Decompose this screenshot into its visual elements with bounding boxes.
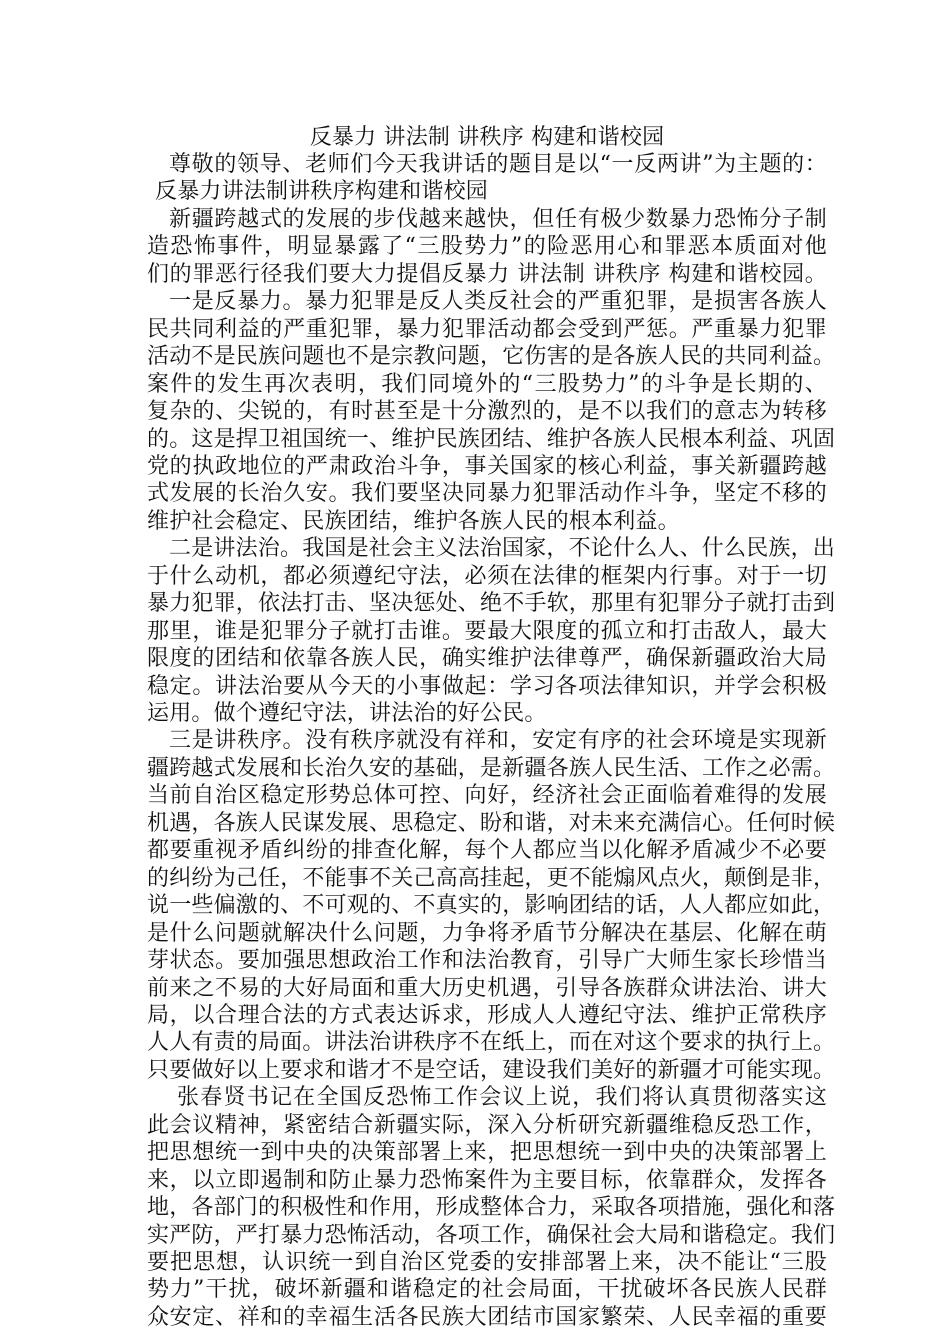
text-line: 造恐怖事件，明显暴露了“三股势力”的险恶用心和罪恶本质面对他	[147, 234, 827, 259]
text-line: 尊敬的领导、老师们今天我讲话的题目是以“一反两讲”为主题的：	[169, 152, 827, 177]
text-line: 一是反暴力。暴力犯罪是反人类反社会的严重犯罪，是损害各族人	[169, 289, 827, 314]
text-line: 民共同利益的严重犯罪，暴力犯罪活动都会受到严惩。严重暴力犯罪	[147, 317, 827, 342]
text-line: 案件的发生再次表明，我们同境外的“三股势力”的斗争是长期的、	[147, 372, 827, 397]
text-line: 限度的团结和依靠各族人民，确实维护法律尊严，确保新疆政治大局	[147, 646, 827, 671]
text-line: 前来之不易的大好局面和重大历史机遇，引导各族群众讲法治、讲大	[147, 976, 827, 1001]
text-line: 的。这是捍卫祖国统一、维护民族团结、维护各族人民根本利益、巩固	[147, 427, 836, 452]
text-line: 新疆跨越式的发展的步伐越来越快，但任有极少数暴力恐怖分子制	[169, 207, 827, 232]
text-line: 把思想统一到中央的决策部署上来，把思想统一到中央的决策部署上	[147, 1140, 827, 1165]
text-line: 芽状态。要加强思想政治工作和法治教育，引导广大师生家长珍惜当	[147, 948, 827, 973]
text-line: 运用。做个遵纪守法，讲法治的好公民。	[147, 701, 547, 726]
text-line: 三是讲秩序。没有秩序就没有祥和，安定有序的社会环境是实现新	[169, 728, 827, 753]
text-line: 那里，谁是犯罪分子就打击谁。要最大限度的孤立和打击敌人，最大	[147, 619, 827, 644]
text-line: 当前自治区稳定形势总体可控、向好，经济社会正面临着难得的发展	[147, 783, 827, 808]
text-line: 张春贤书记在全国反恐怖工作会议上说，我们将认真贯彻落实这	[177, 1085, 827, 1110]
text-line: 要把思想，认识统一到自治区党委的安排部署上来，决不能让“三股	[147, 1250, 827, 1275]
text-line: 势力”干扰，破坏新疆和谐稳定的社会局面，干扰破坏各民族人民群	[147, 1277, 827, 1302]
text-line: 反暴力讲法制讲秩序构建和谐校园	[155, 179, 489, 204]
text-line: 党的执政地位的严肃政治斗争，事关国家的核心利益，事关新疆跨越	[147, 454, 827, 479]
text-line: 众安定、祥和的幸福生活各民族大团结市国家繁荣、人民幸福的重要	[147, 1305, 827, 1330]
text-line: 此会议精神，紧密结合新疆实际，深入分析研究新疆维稳反恐工作，	[147, 1113, 827, 1138]
text-line: 们的罪恶行径我们要大力提倡反暴力 讲法制 讲秩序 构建和谐校园。	[147, 262, 827, 287]
text-line: 人人有责的局面。讲法治讲秩序不在纸上，而在对这个要求的执行上。	[147, 1030, 836, 1055]
text-line: 于什么动机，都必须遵纪守法，必须在法律的框架内行事。对于一切	[147, 564, 827, 589]
text-line: 二是讲法治。我国是社会主义法治国家，不论什么人、什么民族，出	[169, 536, 836, 561]
text-line: 维护社会稳定、民族团结，维护各族人民的根本利益。	[147, 509, 680, 534]
text-line: 稳定。讲法治要从今天的小事做起：学习各项法律知识，并学会积极	[147, 674, 827, 699]
text-line: 的纠纷为己任，不能事不关己高高挂起，更不能煽风点火，颠倒是非，	[147, 866, 836, 891]
text-line: 局，以合理合法的方式表达诉求，形成人人遵纪守法、维护正常秩序	[147, 1003, 827, 1028]
document-title: 反暴力 讲法制 讲秩序 构建和谐校园	[309, 125, 665, 150]
text-line: 只要做好以上要求和谐才不是空话，建设我们美好的新疆才可能实现。	[147, 1058, 836, 1083]
text-line: 来，以立即遏制和防止暴力恐怖案件为主要目标，依靠群众，发挥各	[147, 1168, 827, 1193]
text-line: 地，各部门的积极性和作用，形成整体合力，采取各项措施，强化和落	[147, 1195, 836, 1220]
text-line: 都要重视矛盾纠纷的排查化解，每个人都应当以化解矛盾减少不必要	[147, 838, 827, 863]
text-line: 机遇，各族人民谋发展、思稳定、盼和谐，对未来充满信心。任何时候	[147, 811, 836, 836]
text-line: 实严防，严打暴力恐怖活动，各项工作，确保社会大局和谐稳定。我们	[147, 1223, 836, 1248]
text-line: 活动不是民族问题也不是宗教问题，它伤害的是各族人民的共同利益。	[147, 344, 836, 369]
text-line: 是什么问题就解决什么问题，力争将矛盾节分解决在基层、化解在萌	[147, 921, 827, 946]
text-line: 说一些偏激的、不可观的、不真实的，影响团结的话，人人都应如此，	[147, 893, 836, 918]
text-line: 复杂的、尖锐的，有时甚至是十分激烈的，是不以我们的意志为转移	[147, 399, 827, 424]
text-line: 暴力犯罪，依法打击、坚决惩处、绝不手软，那里有犯罪分子就打击到	[147, 591, 836, 616]
text-line: 式发展的长治久安。我们要坚决同暴力犯罪活动作斗争，坚定不移的	[147, 481, 827, 506]
text-line: 疆跨越式发展和长治久安的基础，是新疆各族人民生活、工作之必需。	[147, 756, 836, 781]
